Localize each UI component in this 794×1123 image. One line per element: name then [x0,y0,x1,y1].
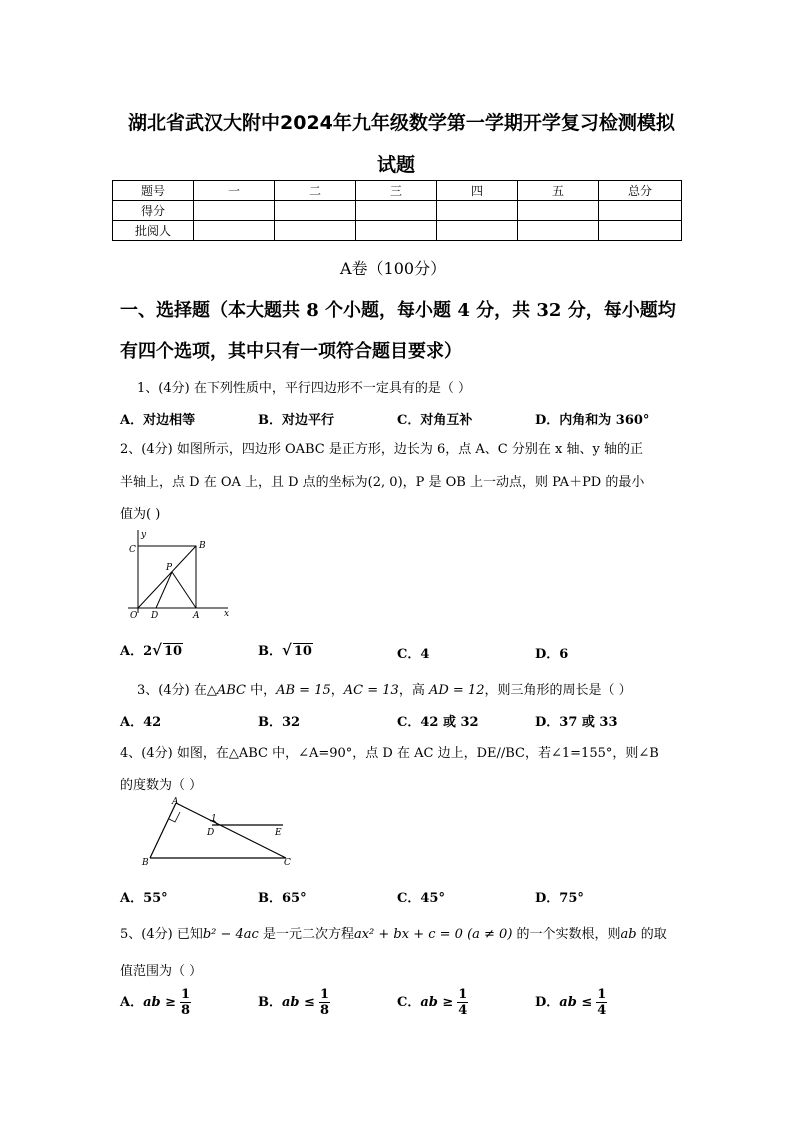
score-input-cell [356,201,437,221]
fig-label: E [275,828,282,838]
table-cell: 题号 [113,181,194,201]
table-cell: 二 [275,181,356,201]
q4-stem-line2: 的度数为（ ） [120,778,203,793]
q3-option-b: B．32 [258,715,301,730]
q1-option-a: A．对边相等 [120,413,196,428]
fraction: $\frac{1}{8}$ [181,987,191,1018]
q1-option-c: C．对角互补 [397,413,473,428]
q3-option-d: D．37 或 33 [535,715,618,730]
q2-option-a: A．2√ 10 [120,641,183,659]
q1-option-b: B．对边平行 [258,413,334,428]
q3-stem: 3、(4分) 在△ABC 中，AB = 15，AC = 13，高 AD = 12，则三角形的周长是（ ） [137,683,632,698]
score-input-cell [275,201,356,221]
table-cell: 三 [356,181,437,201]
q5-option-a: A．ab ≥ $\frac{1}{8}$ [120,987,191,1018]
q3-option-c: C．42 或 32 [397,715,479,730]
fig-label: B [142,858,149,868]
fig-label: x [224,609,230,619]
fraction: $\frac{1}{8}$ [319,987,329,1018]
q1-stem: 1、(4分) 在下列性质中，平行四边形不一定具有的是（ ） [137,381,471,396]
q2-stem-line3: 值为( ) [120,507,161,522]
score-table-header [113,181,682,201]
table-cell: 总分 [599,181,682,201]
fig-label: D [151,611,159,621]
fig-label: A [172,797,179,807]
fig-label: C [284,858,291,868]
q2-option-c: C．4 [397,647,430,662]
fig-label: A [193,611,200,621]
score-input-cell [599,221,682,241]
radical-icon: √ [282,641,292,659]
score-input-cell [437,201,518,221]
score-input-cell [437,221,518,241]
fig-label: O [130,611,138,621]
fig-label: B [199,541,206,551]
q2-stem-line2: 半轴上，点 D 在 OA 上，且 D 点的坐标为(2, 0)，P 是 OB 上一动点，则 PA＋PD 的最小 [120,475,645,490]
section1-heading-line2: 有四个选项，其中只有一项符合题目要求） [120,341,462,362]
table-cell: 五 [518,181,599,201]
q4-option-b: B．65° [258,891,307,906]
section1-heading-line1: 一、选择题（本大题共 8 个小题，每小题 4 分，共 32 分，每小题均 [120,300,676,321]
q5-option-d: D．ab ≤ $\frac{1}{4}$ [535,987,607,1018]
q5-stem-line1: 5、(4分) 已知b² − 4ac 是一元二次方程ax² + bx + c = 0 (a ≠ 0) 的一个实数根，则ab 的取 [120,927,667,942]
q4-stem-line1: 4、(4分) 如图，在△ABC 中，∠A=90°，点 D 在 AC 边上，DE//BC，若∠1=155°，则∠B [120,746,659,761]
score-table [112,180,682,241]
q2-option-b: B．√ 10 [258,641,312,659]
table-cell: 四 [437,181,518,201]
radicand: 10 [293,644,312,659]
q1-option-d: D．内角和为 360° [535,413,650,428]
q3-option-a: A．42 [120,715,162,730]
q2-square-figure [118,528,238,623]
radical-icon: √ [152,641,162,659]
q2-option-d: D．6 [535,647,569,662]
q5-option-b: B．ab ≤ $\frac{1}{8}$ [258,987,329,1018]
fig-label: C [129,545,136,555]
fraction: $\frac{1}{4}$ [458,987,468,1018]
fraction: $\frac{1}{4}$ [597,987,607,1018]
fig-label: P [166,563,173,573]
q4-triangle-figure [138,797,308,869]
q4-option-c: C．45° [397,891,445,906]
score-input-cell [599,201,682,221]
q5-option-c: C．ab ≥ $\frac{1}{4}$ [397,987,468,1018]
q4-option-a: A．55° [120,891,168,906]
q4-option-d: D．75° [535,891,584,906]
score-input-cell [518,201,599,221]
q2-stem-line1: 2、(4分) 如图所示，四边形 OABC 是正方形，边长为 6，点 A、C 分别在 x 轴、y 轴的正 [120,442,643,457]
page-title-line1: 湖北省武汉大附中2024年九年级数学第一学期开学复习检测模拟 [128,112,675,134]
score-input-cell [194,221,275,241]
score-input-cell [356,221,437,241]
q5-stem-line2: 值范围为（ ） [120,964,203,979]
score-input-cell [518,221,599,241]
table-row [113,201,682,221]
fig-label: D [207,828,215,838]
fig-label: y [141,530,147,540]
table-cell: 一 [194,181,275,201]
coef: 2 [143,644,153,659]
score-input-cell [275,221,356,241]
page-title-line2: 试题 [377,154,416,176]
table-cell: 批阅人 [113,221,194,241]
score-input-cell [194,201,275,221]
fig-label: 1 [211,814,217,824]
radicand: 10 [164,644,183,659]
table-cell: 得分 [113,201,194,221]
table-row [113,221,682,241]
volume-heading: A卷（100分） [340,259,447,278]
